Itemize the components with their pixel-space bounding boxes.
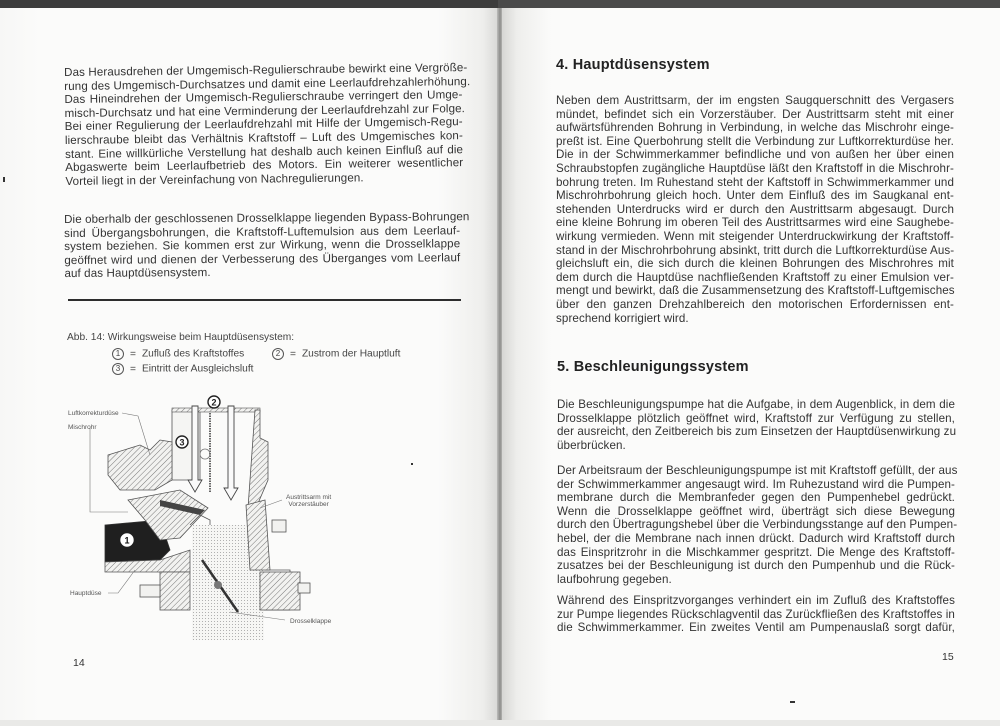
text-line: Bei einer Regulierung der Leerlaufdrehzahl mit Hilfe der Umgemisch-Regu- — [64, 115, 463, 134]
figure-legend-3 — [112, 363, 254, 375]
text-line: hebel, der die Membrane nach innen drückt. Dadurch wird Kraftstoff durch — [557, 531, 955, 545]
text-line: mengt und bewirkt, daß die Zusammensetzung des Kraftstoff-Luftgemisches — [556, 284, 955, 298]
text-line: eine kleine Bohrung im oberen Teil des Austrittsarmes wird eine Saughebe- — [556, 216, 954, 230]
text-line: zusatzes bei der Beschleunigung ist durch den Pumpenhub und die Rück- — [557, 559, 955, 573]
marker-3 — [176, 436, 188, 448]
section-5-paragraph-2 — [557, 464, 958, 586]
text-line: misch-Durchsatz und hat eine Verminderung der Leerlaufdrehzahl zur Folge. — [64, 101, 466, 120]
text-line: Vorteil liegt in der Vereinfachung von Nachregulierungen. — [65, 171, 364, 188]
label-austrittsarm — [286, 494, 331, 508]
carburetor-diagram — [60, 380, 380, 640]
text-line: Wenn die Drosselklappe geöffnet wird, überträgt sich diese Bewegung — [557, 504, 955, 518]
text-line: preßt ist. Eine Querbohrung stellt die Verbindung zur Luftkorrekturdüse her. — [556, 134, 954, 148]
text-line: stand in der Mischrohrbohrung absinkt, tritt durch die Luftkorrekturdüse Aus- — [556, 243, 955, 257]
text-line: über den ganzen Drehzahlbereich den motorischen Erfordernissen ent- — [556, 297, 954, 311]
text-line: Abgaswerte beim Leerlaufbetrieb des Motors. Ein weiterer wesentlicher — [65, 156, 464, 175]
text-line: bohrung treten. Im Ruhestand steht der Kaftstoff in Schwimmerkammer und — [556, 175, 954, 189]
text-line: Der Arbeitsraum der Beschleunigungspumpe ist mit Kraftstoff gefüllt, der aus — [557, 464, 958, 477]
svg-text:3: 3 — [179, 437, 185, 448]
text-line: Drosselklappe plötzlich geöffnet wird, Kraftstoff zur Verfügung zu stellen, — [557, 411, 955, 425]
section-5-heading: 5. Beschleunigungssystem — [557, 359, 749, 375]
section-5-paragraph-1 — [557, 398, 955, 452]
text-line: gleichsluft ein, die sich durch die kleinen Bohrungen des Mischrohres mit — [556, 257, 954, 271]
marker-2-icon: 2 — [272, 348, 284, 360]
marker-3-icon: 3 — [112, 363, 124, 375]
marker-2 — [208, 396, 220, 408]
text-line: durch den Übertragungshebel über die Verbindungsstange auf den Pumpen- — [557, 518, 958, 532]
label-austrittsarm-line2: Vorzerstäuber — [288, 501, 329, 508]
text-line: rung des Umgemisch-Durchsatzes und damit eine Leerlaufdrehzahlerhöhung. — [64, 74, 471, 93]
text-line: system beziehen. Sie kommen erst zur Wirkung, wenn die Drosselklappe — [64, 237, 461, 254]
equals-sign: = — [130, 348, 136, 360]
text-line: Neben dem Austrittsarm, der im engsten Saugquerschnitt des Vergasers — [556, 94, 954, 107]
margin-mark — [3, 177, 5, 182]
label-luftkorrekturduese: Luftkorrekturdüse — [68, 410, 119, 417]
figure-caption-title: Abb. 14: Wirkungsweise beim Hauptdüsensystem: — [67, 332, 295, 343]
text-line: Mischrohrbohrung gleich hoch. Unter dem Einfluß des im Saugkanal ent- — [556, 189, 954, 203]
text-line: Das Herausdrehen der Umgemisch-Regulierschraube bewirkt eine Vergröße- — [64, 61, 468, 79]
text-line: Die oberhalb der geschlossenen Drosselklappe liegenden Bypass-Bohrungen — [64, 210, 470, 226]
text-line: laufbohrung gegeben. — [557, 572, 672, 586]
legend-text: Eintritt der Ausgleichsluft — [141, 363, 254, 375]
section-4-paragraph — [556, 94, 954, 325]
section-divider — [68, 299, 461, 301]
figure-caption — [67, 332, 294, 343]
figure-legend-2 — [272, 348, 400, 360]
label-drosselklappe: Drosselklappe — [290, 618, 332, 625]
text-line: die Schwimmerkammer. Ein zweites Ventil am Pumpenauslaß sorgt dafür, — [557, 621, 955, 635]
text-line: Schraubstopfen zugängliche Hauptdüse läßt den Kraftstoff in die Mischrohr- — [556, 161, 954, 175]
carburetor-cross-section — [60, 380, 380, 640]
text-line: auf das Hauptdüsensystem. — [64, 266, 211, 281]
label-austrittsarm-line1: Austrittsarm mit — [286, 494, 332, 501]
text-line: sprechend korrigiert wird. — [556, 311, 689, 325]
left-paragraph-2 — [64, 210, 470, 281]
marker-1-icon: 1 — [112, 348, 124, 360]
text-line: mündet, befindet sich ein Vorzerstäuber. Der Austrittsarm steht mit einer — [556, 107, 954, 121]
legend-text: Zustrom der Hauptluft — [301, 348, 401, 360]
text-line: sind Übergangsbohrungen, die Kraftstoff-Luftemulsion aus dem Leerlauf- — [64, 223, 461, 240]
equals-sign: = — [290, 348, 296, 360]
label-mischrohr: Mischrohr — [68, 424, 97, 431]
text-line: wirkung vermieden. Wenn mit steigender Unterdruckwirkung der Kraftstoff- — [556, 229, 954, 243]
text-line: lierschraube bleibt das Verhältnis Kraftstoff – Luft des Umgemisches kon- — [64, 129, 463, 147]
text-line: Während des Einspritzvorganges verhindert ein im Zufluß des Kraftstoffes — [557, 594, 955, 607]
text-line: stant. Eine willkürliche Verstellung hat deshalb auch keinen Einfluß auf die — [64, 142, 464, 161]
page-number-left: 14 — [73, 657, 85, 669]
page-number-right: 15 — [942, 651, 954, 663]
text-line: das Einspritzrohr in die Mischkammer gespritzt. Die Menge des Kraftstoff- — [557, 545, 955, 559]
text-line: überbrücken. — [557, 438, 626, 452]
marker-1 — [121, 534, 133, 546]
section-5-paragraph-3 — [557, 594, 955, 635]
text-line: zur Pumpe liegendes Rückschlagventil das Zurückfließen des Kraftstoffes in — [557, 607, 955, 621]
text-line: Die in der Schwimmerkammer befindliche und von außen her über einen — [556, 148, 954, 162]
label-hauptduese: Hauptdüse — [70, 590, 102, 597]
text-line: membrane durch die Membranfeder gegen den Pumpenhebel gedrückt. — [557, 491, 955, 505]
text-line: Die Beschleunigungspumpe hat die Aufgabe, in dem Augenblick, in dem die — [557, 398, 955, 411]
figure-legend-1 — [112, 348, 244, 360]
stray-mark — [790, 701, 795, 703]
text-line: dem durch die Hauptdüse nachfließenden Kraftstoff zu einer Emulsion ver- — [556, 270, 954, 284]
text-line: geöffnet wird und dienen der Verbesserung des Überganges vom Leerlauf — [64, 251, 461, 267]
text-line: stehenden Unterdrucks wird er durch den Austrittsarm abgesaugt. Durch — [556, 202, 954, 216]
legend-text: Zufluß des Kraftstoffes — [141, 348, 245, 360]
text-line: aufwärtsführenden Bohrung in Verbindung, in welche das Mischrohr einge- — [556, 121, 954, 135]
left-paragraph-1 — [64, 61, 471, 188]
section-4-heading: 4. Hauptdüsensystem — [556, 57, 710, 73]
stray-mark — [411, 463, 413, 465]
text-line: Das Hineindrehen der Umgemisch-Regulierschraube verringert den Umge- — [64, 88, 463, 107]
text-line: der Schwimmerkammer angesaugt wird. Im Ruhezustand wird die Pumpen- — [557, 477, 955, 491]
text-line: der ausreicht, den Zeitbereich bis zum Einsetzen der Hauptdüsenwirkung zu — [557, 425, 957, 439]
svg-text:1: 1 — [124, 535, 130, 546]
svg-text:2: 2 — [211, 397, 217, 408]
equals-sign: = — [130, 363, 136, 375]
